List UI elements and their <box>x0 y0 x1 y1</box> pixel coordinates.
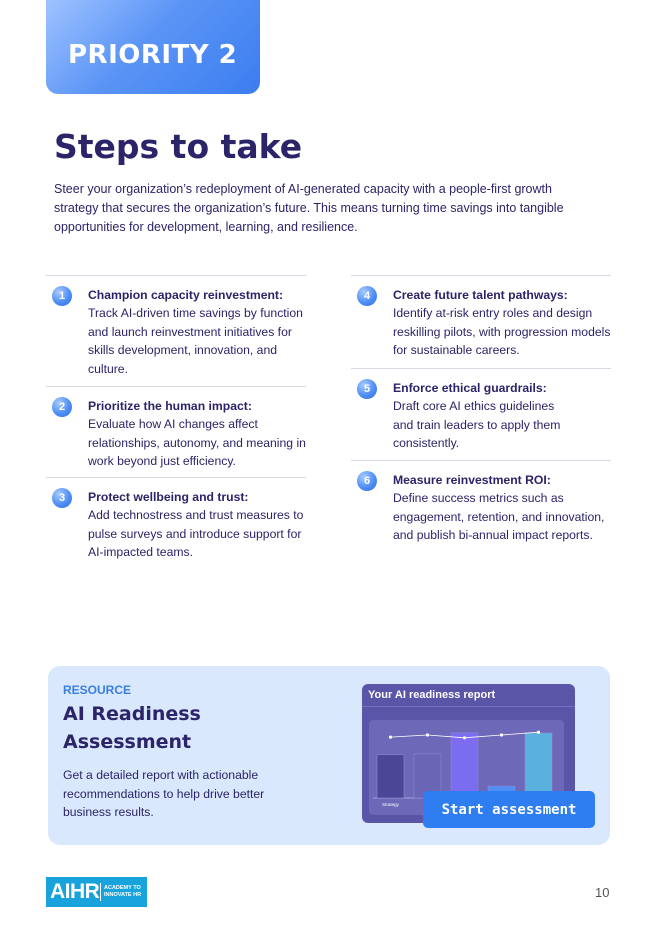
step-body: Evaluate how AI changes affect relationships, autonomy, and meaning in work beyond just efficiency. <box>88 417 306 469</box>
chart-point <box>537 731 540 734</box>
step-number-badge: 2 <box>52 397 72 417</box>
priority-label: PRIORITY 2 <box>68 40 238 70</box>
chart-tick-label: Strategy <box>382 802 399 807</box>
step-number-badge: 5 <box>357 379 377 399</box>
chart-point <box>426 733 429 736</box>
logo-divider <box>100 883 101 901</box>
step-number-badge: 4 <box>357 286 377 306</box>
step-title: Enforce ethical guardrails: <box>393 381 547 395</box>
resource-description: Get a detailed report with actionable recommendations to help drive better business results. <box>63 768 265 819</box>
step-number-badge: 6 <box>357 471 377 491</box>
step-body: Track AI-driven time savings by function and launch reinvestment initiatives for skills development, innovation, and culture. <box>88 306 303 376</box>
step-item <box>351 460 611 561</box>
step-title: Create future talent pathways: <box>393 288 568 302</box>
step-body: Identify at-risk entry roles and design reskilling pilots, with progression models for sustainable careers. <box>393 306 611 358</box>
resource-card <box>48 666 610 845</box>
step-title: Champion capacity reinvestment: <box>88 288 284 302</box>
step-item <box>46 477 306 568</box>
step-body: Add technostress and trust measures to pulse surveys and introduce support for AI-impacted teams. <box>88 508 304 560</box>
step-number-badge: 3 <box>52 488 72 508</box>
logo-subtext: ACADEMY TO INNOVATE HR <box>104 885 142 898</box>
step-number-badge: 1 <box>52 286 72 306</box>
steps-column-right <box>351 275 611 561</box>
logo-wordmark: AIHR <box>50 880 100 903</box>
chart-bar <box>377 755 404 798</box>
report-divider <box>362 706 575 707</box>
steps-column-left <box>46 275 306 568</box>
step-item <box>351 368 611 460</box>
step-item <box>46 386 306 477</box>
page-number: 10 <box>595 885 610 900</box>
resource-label: RESOURCE <box>63 683 132 697</box>
page-title: Steps to take <box>54 127 303 166</box>
step-title: Measure reinvestment ROI: <box>393 473 551 487</box>
chart-point <box>463 736 466 739</box>
chart-point <box>500 733 503 736</box>
report-title: Your AI readiness report <box>368 689 496 701</box>
step-body: Draft core AI ethics guidelines and train leaders to apply them consistently. <box>393 399 561 451</box>
step-title: Protect wellbeing and trust: <box>88 490 249 504</box>
step-body: Define success metrics such as engagement, retention, and innovation, and publish bi-annual impact reports. <box>393 491 605 543</box>
intro-paragraph: Steer your organization’s redeployment of AI-generated capacity with a people-first growth strategy that secures the organization’s future. This means turning time savings into tangible opportunities for development, learning, and resilience. <box>54 182 564 234</box>
step-title: Prioritize the human impact: <box>88 399 252 413</box>
step-item <box>351 275 611 368</box>
start-assessment-button[interactable]: Start assessment <box>423 791 595 828</box>
priority-banner <box>46 0 260 94</box>
chart-bar <box>525 733 552 798</box>
chart-bar <box>451 733 478 798</box>
chart-point <box>389 736 392 739</box>
resource-title: AI Readiness Assessment <box>63 703 201 753</box>
step-item <box>46 275 306 386</box>
aihr-logo <box>46 877 147 907</box>
